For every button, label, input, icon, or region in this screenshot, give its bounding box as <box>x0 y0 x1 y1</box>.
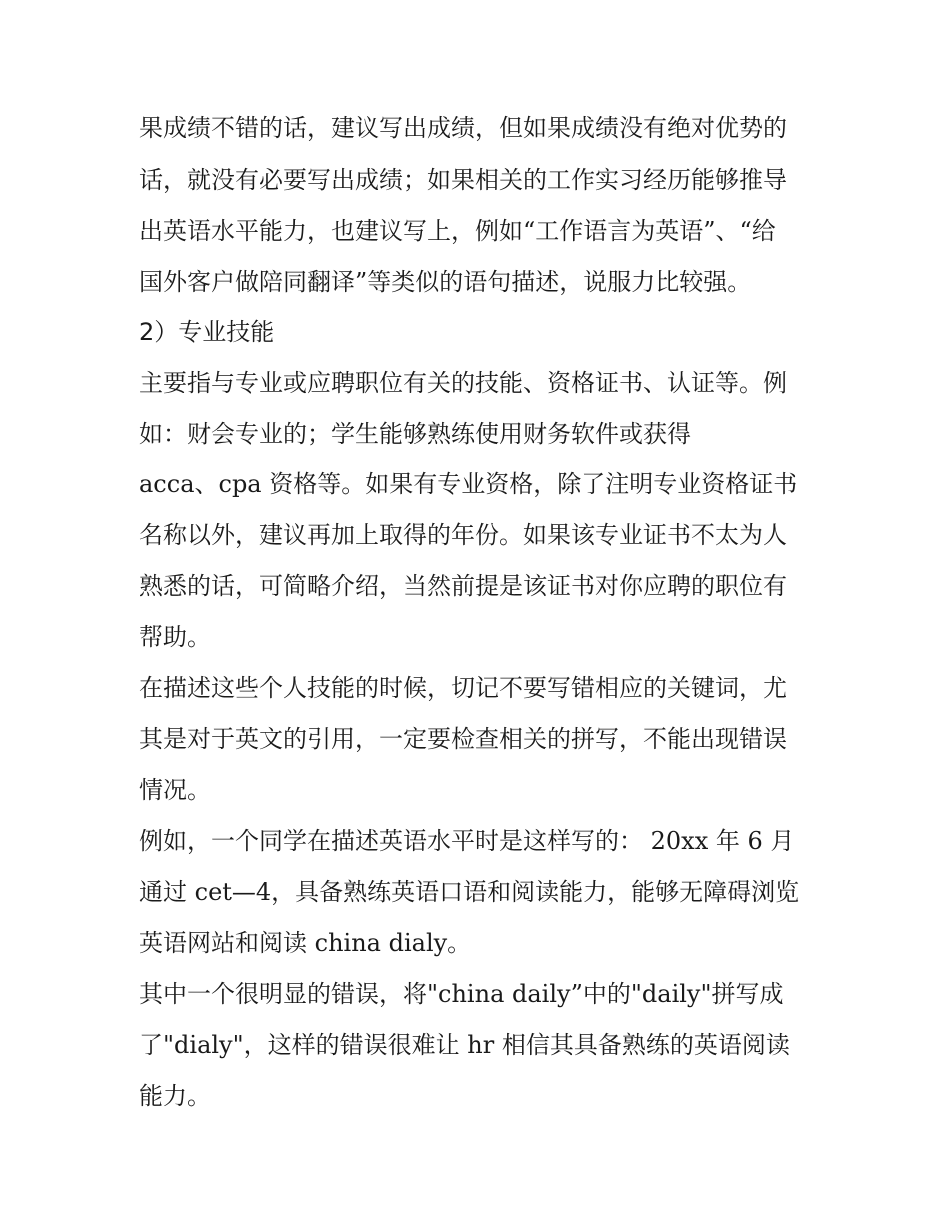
text-line-10: 熟悉的话，可简略介绍，当然前提是该证书对你应聘的职位有 <box>139 572 787 600</box>
text-line-3: 出英语水平能力，也建议写上，例如“工作语言为英语”、“给 <box>139 217 776 245</box>
text-line-8: acca、cpa 资格等。如果有专业资格，除了注明专业资格证书 <box>139 470 798 498</box>
text-line-2: 话，就没有必要写出成绩；如果相关的工作实习经历能够推导 <box>139 166 787 194</box>
text-line-13: 其是对于英文的引用，一定要检查相关的拼写，不能出现错误 <box>139 725 787 753</box>
text-line-14: 情况。 <box>139 776 211 804</box>
text-line-16: 通过 cet—4，具备熟练英语口语和阅读能力，能够无障碍浏览 <box>139 878 800 906</box>
text-line-6: 主要指与专业或应聘职位有关的技能、资格证书、认证等。例 <box>139 369 787 397</box>
text-line-9: 名称以外，建议再加上取得的年份。如果该专业证书不太为人 <box>139 521 787 549</box>
text-line-19: 了"dialy"，这样的错误很难让 hr 相信其具备熟练的英语阅读 <box>139 1031 790 1059</box>
section-heading-skills: 2）专业技能 <box>139 318 275 346</box>
text-line-20: 能力。 <box>139 1082 211 1110</box>
text-line-15: 例如，一个同学在描述英语水平时是这样写的： 20xx 年 6 月 <box>139 827 795 855</box>
text-line-1: 果成绩不错的话，建议写出成绩，但如果成绩没有绝对优势的 <box>139 114 787 142</box>
text-line-4: 国外客户做陪同翻译”等类似的语句描述，说服力比较强。 <box>139 268 752 296</box>
text-line-11: 帮助。 <box>139 623 211 651</box>
text-line-17: 英语网站和阅读 china dialy。 <box>139 929 472 957</box>
text-line-18: 其中一个很明显的错误，将"china daily”中的"daily"拼写成 <box>139 980 784 1008</box>
text-line-12: 在描述这些个人技能的时候，切记不要写错相应的关键词，尤 <box>139 674 787 702</box>
text-line-7: 如：财会专业的；学生能够熟练使用财务软件或获得 <box>139 420 691 448</box>
